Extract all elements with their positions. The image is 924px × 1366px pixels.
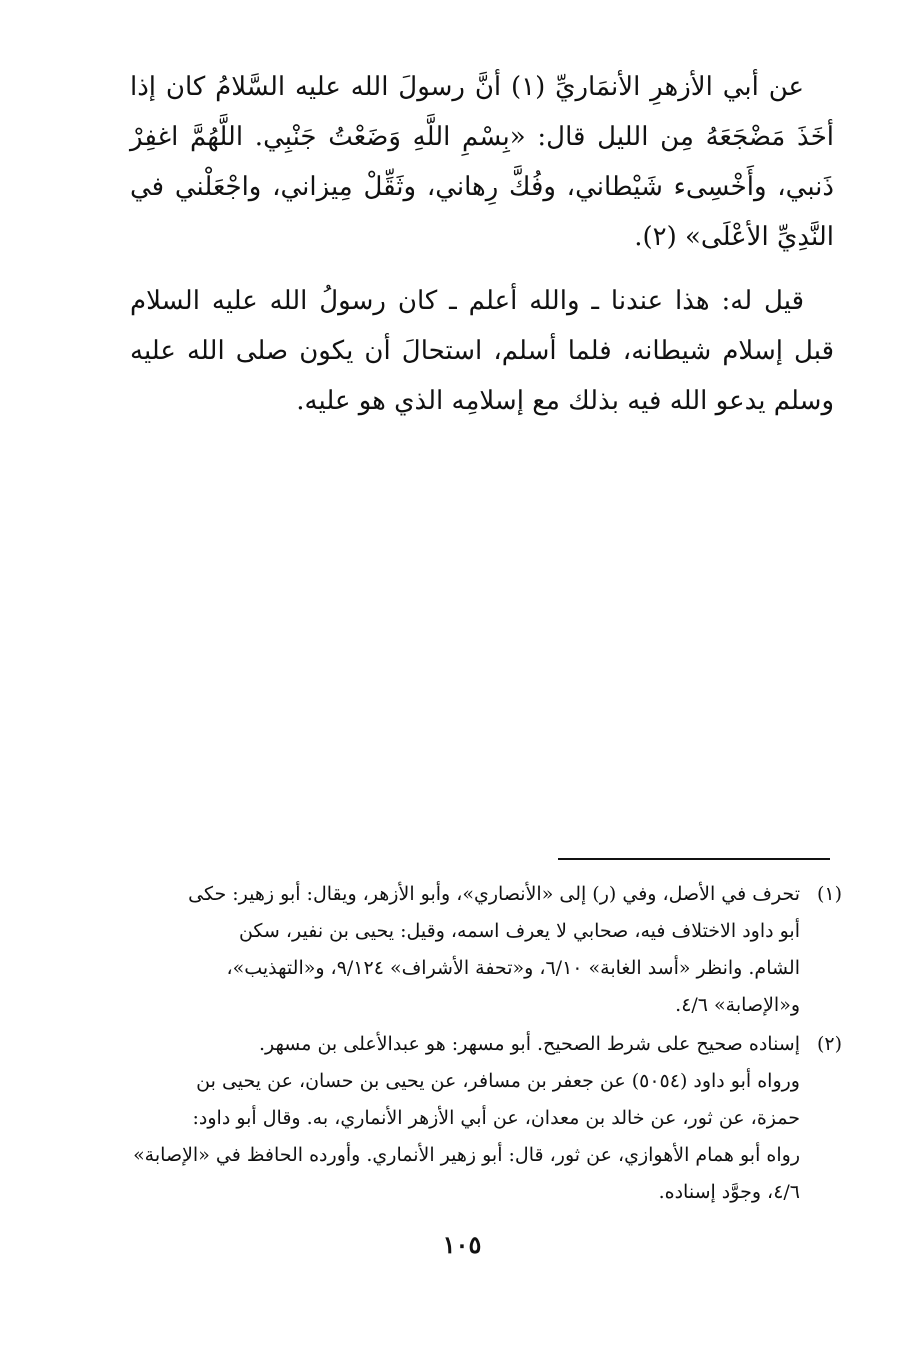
footnote-line: تحرف في الأصل، وفي (ر) إلى «الأنصاري»، وأبو الأزهر، ويقال: أبو زهير: حكى (188, 883, 800, 905)
footnote-line: رواه أبو همام الأهوازي، عن ثور، قال: أبو زهير الأنماري. وأورده الحافظ في «الإصابة» (133, 1144, 800, 1166)
paragraph-2: قيل له: هذا عندنا ـ والله أعلم ـ كان رسولُ الله عليه السلام قبل إسلام شيطانه، فلما أسلم، استحالَ أن يكون صلى الله عليه وسلم يدعو الله فيه بذلك مع إسلامِه الذي هو عليه. (130, 286, 834, 416)
footnote-line: الشام. وانظر «أسد الغابة» ٦/١٠، و«تحفة الأشراف» ٩/١٢٤، و«التهذيب»، (226, 957, 800, 979)
footnote-1 (120, 876, 842, 1024)
footnote-line: ورواه أبو داود (٥٠٥٤) عن جعفر بن مسافر، عن يحيى بن حسان، عن يحيى بن (196, 1070, 800, 1092)
footnote-line: إسناده صحيح على شرط الصحيح. أبو مسهر: هو عبدالأعلى بن مسهر. (259, 1033, 800, 1055)
footnote-2 (120, 1026, 842, 1211)
page-number: ١٠٥ (442, 1230, 482, 1259)
footnote-line: ٤/٦، وجوَّد إسناده. (658, 1181, 800, 1203)
footnotes (120, 876, 842, 1211)
footnote-line: و«الإصابة» ٤/٦. (675, 994, 800, 1016)
footnote-line: حمزة، عن ثور، عن خالد بن معدان، عن أبي الأزهر الأنماري، به. وقال أبو داود: (192, 1107, 800, 1129)
main-text (130, 62, 834, 426)
footnote-separator (558, 858, 830, 860)
footnote-number: (٢) (816, 1033, 842, 1055)
paragraph-1: عن أبي الأزهرِ الأنمَاريِّ (١) أنَّ رسولَ الله عليه السَّلامُ كان إذا أخَذَ مَضْجَعَهُ مِن الليل قال: «بِسْمِ اللَّهِ وَضَعْتُ جَنْبِي. اللَّهُمَّ اغفِرْ ذَنبي، وأَخْسِىء شَيْطاني، وفُكَّ رِهاني، وثَقِّلْ مِيزاني، واجْعَلْني في النَّدِيِّ الأعْلَى» (٢). (130, 72, 834, 252)
footnote-line: أبو داود الاختلاف فيه، صحابي لا يعرف اسمه، وقيل: يحيى بن نفير، سكن (238, 920, 800, 942)
footnote-number: (١) (816, 883, 842, 905)
